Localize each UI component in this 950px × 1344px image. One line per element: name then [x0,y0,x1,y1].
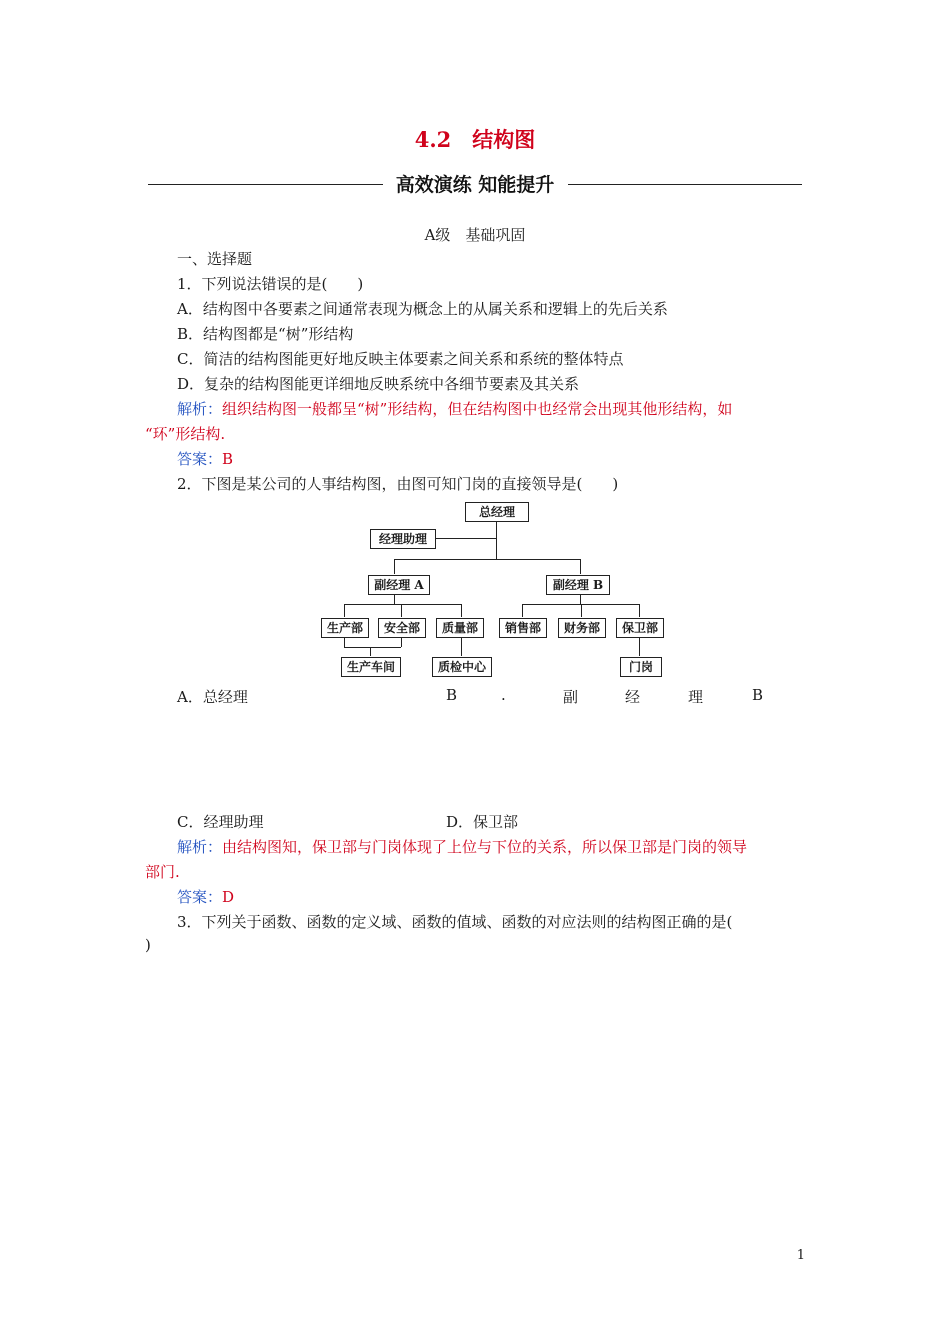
connector [461,637,462,656]
node-deputy-b: 副经理 B [546,575,610,595]
q2-answer-label: 答案： [177,888,223,906]
node-workshop: 生产车间 [341,657,401,677]
q2-stem: 2．下图是某公司的人事结构图，由图可知门岗的直接领导是( ) [177,475,619,493]
connector [496,521,497,559]
q2-analysis-label: 解析： [177,838,223,856]
connector [639,637,640,656]
q1-analysis [177,398,732,419]
node-assistant: 经理助理 [370,529,436,549]
node-production: 生产部 [321,618,369,638]
q2-answer [177,886,234,907]
connector [344,637,345,647]
q2-option-b-char2: 经 [625,688,641,706]
q2-option-b-letter: B [446,686,458,704]
connector [580,594,581,604]
page-title: 4.2 结构图 [414,127,536,152]
banner-label: 高效演练 知能提升 [390,174,561,196]
q1-answer [177,448,233,469]
q2-option-b-char1: 副 [563,688,579,706]
connector [394,559,580,560]
q3-stem: 3．下列关于函数、函数的定义域、函数的值域、函数的对应法则的结构图正确的是( [177,913,733,931]
node-general-manager: 总经理 [465,502,529,522]
connector [344,604,461,605]
q2-answer-value: D [222,888,235,906]
connector [401,637,402,647]
q2-analysis-cont: 部门. [145,863,180,881]
node-gate: 门岗 [620,657,662,677]
connector [436,538,496,539]
connector [401,604,402,617]
q1-option-c: C．简洁的结构图能更好地反映主体要素之间关系和系统的整体特点 [177,350,624,368]
node-quality: 质量部 [436,618,484,638]
level-heading: A级 基础巩固 [424,226,526,244]
section-heading: 一、选择题 [177,250,253,268]
banner [0,170,950,197]
connector [580,559,581,574]
q2-analysis-text: 由结构图知，保卫部与门岗体现了上位与下位的关系，所以保卫部是门岗的领导 [222,838,748,856]
node-security: 保卫部 [616,618,664,638]
node-sales: 销售部 [499,618,547,638]
q1-analysis-cont: “环”形结构. [145,425,226,443]
q3-stem-cont: ) [145,936,151,954]
q1-option-d: D．复杂的结构图能更详细地反映系统中各细节要素及其关系 [177,375,580,393]
connector [344,647,401,648]
q2-option-b-char3: 理 [688,688,704,706]
node-qc-center: 质检中心 [432,657,492,677]
q2-option-d: D．保卫部 [446,813,519,831]
q1-answer-value: B [222,450,234,468]
connector [370,647,371,656]
org-chart [318,500,658,680]
q2-analysis [177,836,747,857]
q2-option-b-dot: . [501,686,506,704]
connector [522,604,523,617]
q2-option-a: A．总经理 [177,688,248,706]
connector [344,604,345,617]
q1-stem: 1．下列说法错误的是( ) [177,275,364,293]
page-number: 1 [796,1248,805,1263]
q1-option-a: A．结构图中各要素之间通常表现为概念上的从属关系和逻辑上的先后关系 [177,300,668,318]
connector [581,604,582,617]
connector [639,604,640,617]
q1-answer-label: 答案： [177,450,223,468]
q1-analysis-label: 解析： [177,400,223,418]
node-finance: 财务部 [558,618,606,638]
connector [461,604,462,617]
connector [394,559,395,574]
q2-option-c: C．经理助理 [177,813,264,831]
q1-option-b: B．结构图都是“树”形结构 [177,325,354,343]
connector [394,594,395,604]
node-deputy-a: 副经理 A [368,575,430,595]
node-safety: 安全部 [378,618,426,638]
q2-option-b-suffix: B [752,686,764,704]
q1-analysis-text: 组织结构图一般都呈“树”形结构，但在结构图中也经常会出现其他形结构，如 [222,400,733,418]
